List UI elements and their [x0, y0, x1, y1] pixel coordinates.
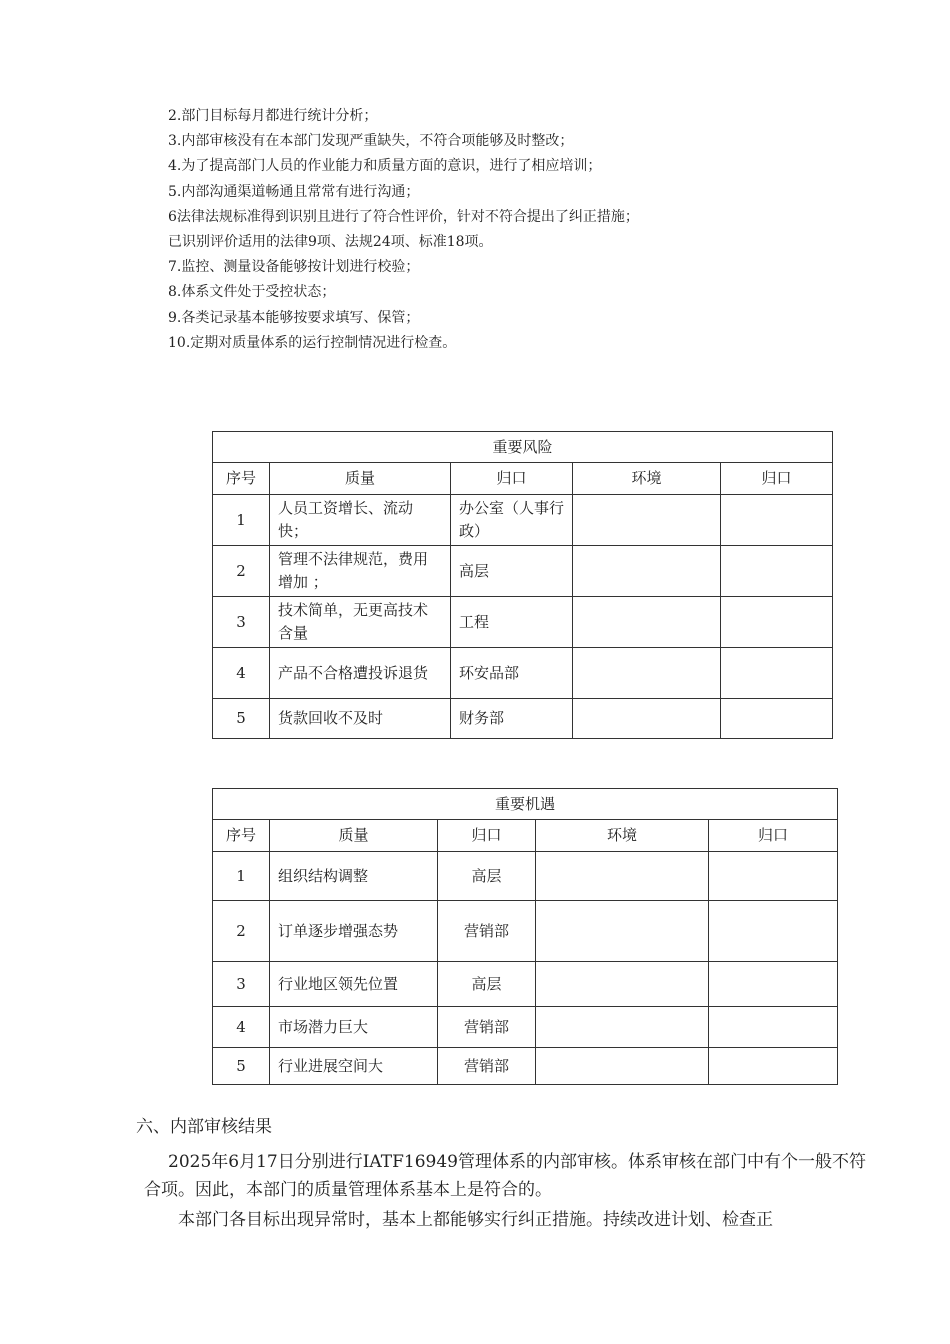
body-paragraph: 2025年6月17日分别进行IATF16949管理体系的内部审核。体系审核在部门中有个一般不符合项。因此，本部门的质量管理体系基本上是符合的。 [144, 1152, 866, 1200]
table-cell: 货款回收不及时 [270, 699, 451, 739]
table-cell [536, 852, 709, 901]
table-cell: 5 [213, 1048, 270, 1085]
table-cell: 营销部 [438, 1007, 536, 1048]
list-item: 6法律法规标准得到识别且进行了符合性评价，针对不符合提出了纠正措施； [168, 208, 639, 225]
table-cell: 行业进展空间大 [270, 1048, 438, 1085]
table-cell [709, 1048, 838, 1085]
table-cell: 1 [213, 852, 270, 901]
list-item: 8.体系文件处于受控状态； [168, 284, 336, 301]
table-cell [573, 546, 721, 597]
table-cell [721, 546, 833, 597]
table-row [213, 546, 833, 597]
column-header: 归口 [709, 820, 838, 852]
table-cell: 组织结构调整 [270, 852, 438, 901]
column-header: 质量 [270, 820, 438, 852]
body-paragraph: 本部门各目标出现异常时，基本上都能够实行纠正措施。持续改进计划、检查正 [178, 1210, 773, 1230]
table-cell: 3 [213, 962, 270, 1007]
table-cell [709, 1007, 838, 1048]
column-header: 环境 [573, 463, 721, 495]
table-cell [709, 901, 838, 962]
section-heading: 六、内部审核结果 [136, 1117, 272, 1137]
table-cell [573, 699, 721, 739]
table-cell [573, 495, 721, 546]
list-item: 2.部门目标每月都进行统计分析； [168, 108, 378, 124]
table-cell [709, 962, 838, 1007]
table-cell: 财务部 [451, 699, 573, 739]
table-header-row [213, 820, 838, 852]
table-cell: 营销部 [438, 1048, 536, 1085]
table-cell [536, 901, 709, 962]
list-item: 已识别评价适用的法律9项、法规24项、标准18项。 [168, 233, 493, 250]
table-cell: 2 [213, 546, 270, 597]
table-cell: 营销部 [438, 901, 536, 962]
table-cell: 4 [213, 1007, 270, 1048]
table-cell [721, 495, 833, 546]
table-cell: 订单逐步增强态势 [270, 901, 438, 962]
column-header: 序号 [213, 820, 270, 852]
column-header: 归口 [451, 463, 573, 495]
table-cell: 高层 [451, 546, 573, 597]
table-cell [709, 852, 838, 901]
list-item: 7.监控、测量设备能够按计划进行校验； [168, 259, 420, 276]
list-item: 3.内部审核没有在本部门发现严重缺失，不符合项能够及时整改； [168, 133, 574, 150]
table-cell [536, 962, 709, 1007]
table-cell: 技术简单，无更高技术含量 [270, 597, 451, 648]
table-cell: 行业地区领先位置 [270, 962, 438, 1007]
table-cell: 管理不法律规范，费用增加 ； [270, 546, 451, 597]
opportunity-table [212, 788, 838, 1085]
table-row [213, 901, 838, 962]
table-cell [721, 699, 833, 739]
list-item: 5.内部沟通渠道畅通且常常有进行沟通； [168, 183, 420, 200]
findings-list [168, 104, 908, 356]
table-title: 重要机遇 [213, 789, 838, 820]
table-cell [721, 648, 833, 699]
table-cell [536, 1048, 709, 1085]
column-header: 环境 [536, 820, 709, 852]
table-cell [721, 597, 833, 648]
table-cell: 办公室（人事行政） [451, 495, 573, 546]
table-cell: 产品不合格遭投诉退货 [270, 648, 451, 699]
table-cell: 5 [213, 699, 270, 739]
column-header: 归口 [721, 463, 833, 495]
table-row [213, 852, 838, 901]
table-row [213, 495, 833, 546]
table-cell: 市场潜力巨大 [270, 1007, 438, 1048]
table-title: 重要风险 [213, 432, 833, 463]
risk-table [212, 431, 833, 739]
column-header: 质量 [270, 463, 451, 495]
column-header: 归口 [438, 820, 536, 852]
table-cell: 高层 [438, 962, 536, 1007]
table-header-row [213, 463, 833, 495]
table-cell [573, 597, 721, 648]
table-cell: 1 [213, 495, 270, 546]
list-item: 9.各类记录基本能够按要求填写、保管； [168, 309, 420, 326]
column-header: 序号 [213, 463, 270, 495]
table-cell: 2 [213, 901, 270, 962]
table-cell: 3 [213, 597, 270, 648]
table-cell: 工程 [451, 597, 573, 648]
list-item: 4.为了提高部门人员的作业能力和质量方面的意识，进行了相应培训； [168, 158, 602, 175]
table-cell: 环安品部 [451, 648, 573, 699]
table-cell: 人员工资增长、流动快； [270, 495, 451, 546]
table-row [213, 597, 833, 648]
table-row [213, 1048, 838, 1085]
table-row [213, 962, 838, 1007]
table-cell [536, 1007, 709, 1048]
table-row [213, 699, 833, 739]
table-cell: 高层 [438, 852, 536, 901]
table-row [213, 1007, 838, 1048]
table-row [213, 648, 833, 699]
list-item: 10.定期对质量体系的运行控制情况进行检查。 [168, 334, 457, 351]
table-cell: 4 [213, 648, 270, 699]
table-cell [573, 648, 721, 699]
